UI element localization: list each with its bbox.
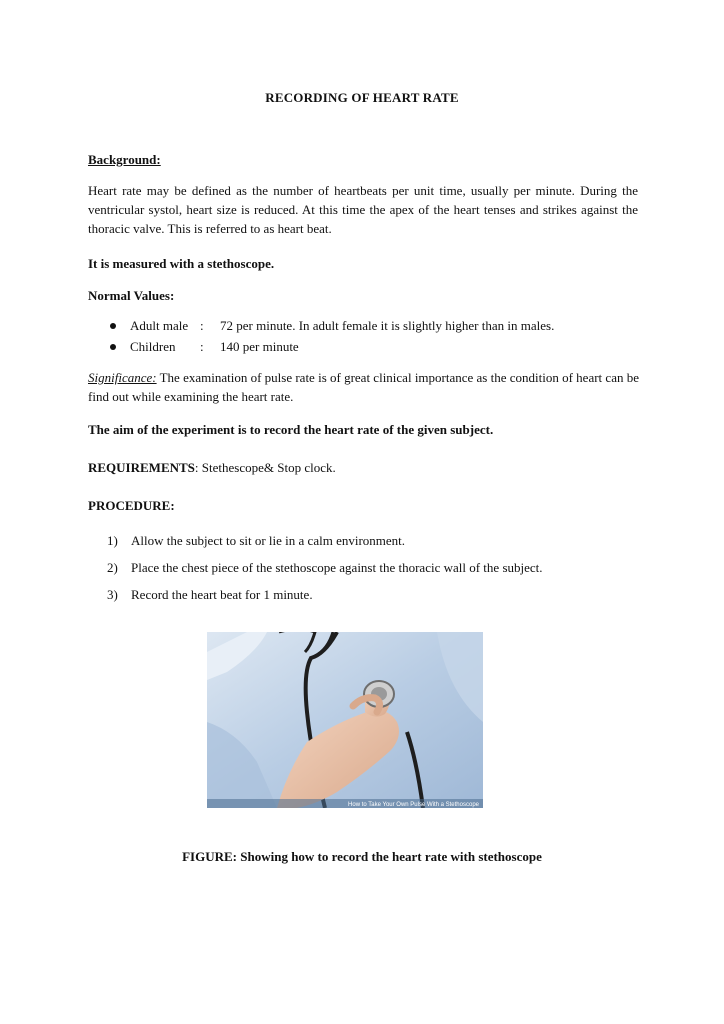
bullet-separator: :: [200, 318, 204, 333]
bullet-value: 140 per minute: [220, 339, 299, 354]
list-item: [106, 316, 554, 337]
measured-statement: It is measured with a stethoscope.: [88, 256, 275, 271]
step-text: Place the chest piece of the stethoscope against the thoracic wall of the subject.: [131, 560, 543, 575]
requirements-label: REQUIREMENTS: [88, 460, 195, 475]
figure-caption: FIGURE: Showing how to record the heart rate with stethoscope: [182, 849, 542, 864]
step-text: Record the heart beat for 1 minute.: [131, 587, 313, 602]
step-number: 3): [107, 587, 118, 602]
requirements-line: [88, 458, 638, 477]
procedure-heading: PROCEDURE:: [88, 498, 175, 513]
list-item: [107, 558, 543, 585]
step-number: 1): [107, 533, 118, 548]
bullet-label: Children: [130, 339, 176, 354]
significance-paragraph: [88, 368, 644, 406]
page-title: RECORDING OF HEART RATE: [265, 90, 459, 105]
significance-label: Significance:: [88, 370, 157, 385]
significance-text: The examination of pulse rate is of great clinical importance as the condition of heart can be find out while examining the heart rate.: [88, 370, 639, 404]
step-number: 2): [107, 560, 118, 575]
step-text: Allow the subject to sit or lie in a calm environment.: [131, 533, 406, 548]
procedure-list: [107, 531, 543, 612]
normal-values-heading: Normal Values:: [88, 288, 175, 303]
background-heading: Background:: [88, 152, 161, 167]
bullet-value: 72 per minute. In adult female it is slightly higher than in males.: [220, 318, 555, 333]
stethoscope-photo: [207, 632, 483, 808]
list-item: [106, 337, 554, 358]
normal-values-list: [106, 316, 554, 358]
background-paragraph: Heart rate may be defined as the number of heartbeats per unit time, usually per minute. During the ventricular systol, heart size is reduced. At this time the apex of the heart tenses and strikes against the thoracic valve. This is referred to as heart beat.: [88, 183, 638, 236]
bullet-separator: :: [200, 339, 204, 354]
list-item: [107, 585, 543, 612]
stethoscope-illustration: [207, 632, 483, 808]
list-item: [107, 531, 543, 558]
bullet-label: Adult male: [130, 318, 189, 333]
requirements-text: : Stethescope& Stop clock.: [194, 460, 336, 475]
figure-watermark: How to Take Your Own Pulse With a Stethoscope: [348, 802, 479, 808]
aim-statement: The aim of the experiment is to record the heart rate of the given subject.: [88, 422, 494, 437]
